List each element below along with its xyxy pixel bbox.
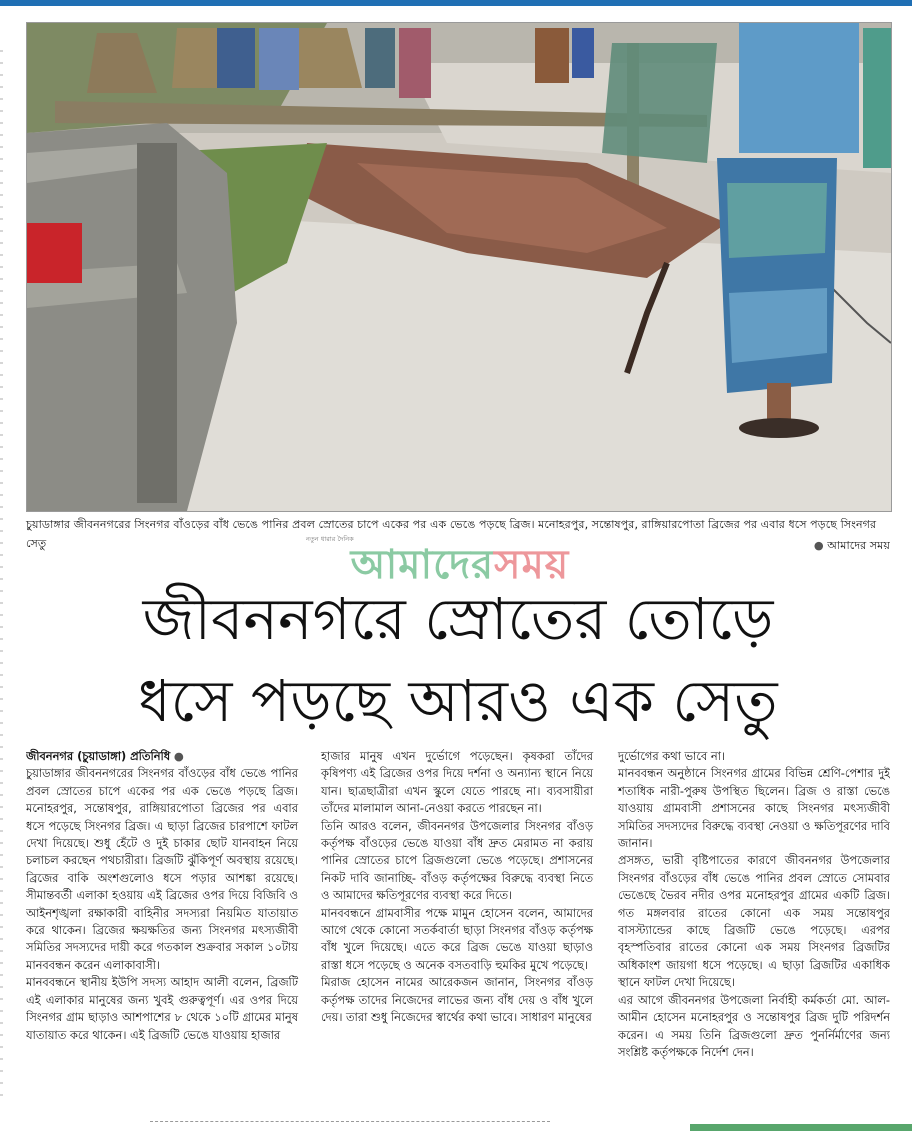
paragraph: এর আগে জীবননগর উপজেলা নির্বাহী কর্মকর্তা মো. আল-আমীন হোসেন মনোহরপুর ও সন্তোষপুর ব্রিজ দুটি পরিদর্শন করেন। এ সময় তিনি ব্রিজগুলো দ্রুত পুনর্নির্মাণের জন্য সংশ্লিষ্ট কর্তৃপক্ষকে নির্দেশ দেন। [618, 992, 890, 1059]
photo-credit [814, 536, 890, 555]
news-photo [26, 22, 892, 512]
headline-line-1: জীবননগরে স্রোতের তোড়ে [142, 585, 774, 653]
paragraph: প্রসঙ্গত, ভারী বৃষ্টিপাতের কারণে জীবননগর উপজেলার সিংনগর বাঁওড়ের বাঁধ ভেঙে পানির প্রবল স্রোতে সোমবার ভেঙেছে ভৈরব নদীর ওপর মনোহরপুর গ্রামের একটি ব্রিজ। গত মঙ্গলবার রাতের কোনো এক সময় সন্তোষপুর বাসস্ট্যান্ডের কাছে ব্রিজটি ভেঙে পড়েছে। এরপর বৃহস্পতিবার রাতের কোনো এক সময় সিংনগর ব্রিজটির অধিকাংশ জায়গা ধসে পড়েছে। এ ছাড়া ব্রিজটির একাধিক স্থানে ফাটল দেখা দিয়েছে। [618, 853, 890, 990]
article-column-2 [321, 748, 593, 1027]
paragraph: মানববন্ধনে স্থানীয় ইউপি সদস্য আহাদ আলী বলেন, ব্রিজটি এই এলাকার মানুষের জন্য খুবই গুরুত্বপূর্ণ। এর ওপর দিয়ে সিংনগর গ্রাম ছাড়াও আশপাশের ৮ থেকে ১০টি গ্রামের মানুষ যাতায়াত করে থাকেন। এই ব্রিজটি ভেঙে যাওয়ায় হাজার [26, 975, 298, 1042]
credit-text: আমাদের সময় [827, 539, 890, 552]
watermark-tagline: নতুন ধারার দৈনিক [306, 535, 354, 543]
collapsed-bridge-photo [27, 23, 891, 511]
top-color-bar [0, 0, 912, 6]
article-body [26, 748, 890, 1110]
bottom-strip [0, 1120, 912, 1131]
paragraph: চুয়াডাঙ্গার জীবননগরের সিংনগর বাঁওড়ের বাঁধ ভেঙে পানির প্রবল স্রোতের চাপে একের পর এক ভেঙে পড়ছে ব্রিজ। মনোহরপুর, সন্তোষপুর, রাঙ্গিয়ারপোতা ব্রিজের পর এবার ধসে পড়েছে সিংনগর ব্রিজ। এ ছাড়া ব্রিজের চারপাশে ফাটল দেখা দিয়েছে। শুধু হেঁটে ও দুই চাকার ছোট যানবাহন নিয়ে চলাচল করছেন পথচারীরা। ব্রিজটি ঝুঁকিপূর্ণ অবস্থায় রয়েছে। ব্রিজের বাকি অংশগুলোও ধসে পড়ার আশঙ্কা রয়েছে। সীমান্তবর্তী এলাকা হওয়ায় এই ব্রিজের ওপর দিয়ে বিজিবি ও আইনশৃঙ্খলা রক্ষাকারী বাহিনীর সদস্যরা নিয়মিত যাতায়াত করে থাকেন। ব্রিজের ক্ষয়ক্ষতির জন্য সিংনগর মৎস্যজীবী সমিতির সদস্যদের দায়ী করে গতকাল শুক্রবার সকাল ১০টায় মানববন্ধন করেন এলাকাবাসী। [26, 766, 298, 972]
headline [26, 578, 890, 742]
paragraph: মানববন্ধন অনুষ্ঠানে সিংনগর গ্রামের বিভিন্ন শ্রেণি-পেশার দুই শতাধিক নারী-পুরুষ উপস্থিত ছিলেন। ব্রিজ ও রাস্তা ভেঙে যাওয়ায় গ্রামবাসী প্রশাসনের কাছে সিংনগর মৎস্যজীবী সমিতির সদস্যদের বিরুদ্ধে ব্যবস্থা নেওয়া ও ক্ষতিপূরণের দাবি জানান। [618, 766, 890, 851]
article-column-3 [618, 748, 890, 1061]
headline-line-2: ধসে পড়ছে আরও এক সেতু [138, 667, 778, 735]
paragraph: তিনি আরও বলেন, জীবননগর উপজেলার সিংনগর বাঁওড় কর্তৃপক্ষ বাঁওড়ের ভেঙে যাওয়া বাঁধ দ্রুত মেরামত না করায় পানির স্রোতের চাপে ব্রিজগুলো ভেঙে পড়েছে। প্রশাসনের নিকট দাবি জানাচ্ছি- বাঁওড় কর্তৃপক্ষের বিরুদ্ধে ব্যবস্থা নিতে ও আমাদের ক্ষতিপূরণের ব্যবস্থা করে দিতে। [321, 818, 593, 903]
photo-caption: চুয়াডাঙ্গার জীবননগরের সিংনগর বাঁওড়ের বাঁধ ভেঙে পানির প্রবল স্রোতের চাপে একের পর এক ভেঙে পড়ছে ব্রিজ। মনোহরপুর, সন্তোষপুর, রাঙ্গিয়ারপোতা ব্রিজের পর এবার ধসে পড়ছে সিংনগর সেতু [26, 518, 877, 550]
watermark-part-1: আমাদের [350, 542, 495, 588]
article-column-1 [26, 748, 298, 1044]
credit-bullet: ● [813, 539, 824, 552]
watermark-part-2: সময় [494, 542, 570, 588]
adjacent-column-edge [0, 40, 3, 1100]
paragraph: মিরাজ হোসেন নামের আরেকজন জানান, সিংনগর বাঁওড় কর্তৃপক্ষ তাদের নিজেদের লাভের জন্য বাঁধ দেয় ও বাঁধ খুলে দেয়। তারা শুধু নিজেদের স্বার্থের কথা ভাবে। সাধারণ মানুষের [321, 975, 593, 1025]
byline-bullet: ● [173, 749, 184, 763]
byline [26, 748, 298, 765]
next-article-edge [150, 1121, 550, 1126]
byline-text: জীবননগর (চুয়াডাঙ্গা) প্রতিনিধি [26, 749, 171, 763]
green-bar [690, 1124, 912, 1131]
paragraph: হাজার মানুষ এখন দুর্ভোগে পড়েছেন। কৃষকরা তাঁদের কৃষিপণ্য এই ব্রিজের ওপর দিয়ে দর্শনা ও অন্যান্য স্থানে নিয়ে যান। ছাত্রছাত্রীরা এখন স্কুলে যেতে পারছে না। ব্যবসায়ীরা তাঁদের মালামাল আনা-নেওয়া করতে পারছেন না। [321, 749, 593, 816]
paragraph: দুর্ভোগের কথা ভাবে না। [618, 749, 726, 763]
paragraph: মানববন্ধনে গ্রামবাসীর পক্ষে মামুন হোসেন বলেন, আমাদের আগে থেকে কোনো সতর্কবার্তা ছাড়া সিংনগর বাঁওড় কর্তৃপক্ষ বাঁধ খুলে দিয়েছে। এতে করে ব্রিজ ভেঙে যাওয়া ছাড়াও রাস্তা ধসে পড়েছে ও অনেক বসতবাড়ি হুমকির মুখে পড়েছে। [321, 905, 593, 972]
